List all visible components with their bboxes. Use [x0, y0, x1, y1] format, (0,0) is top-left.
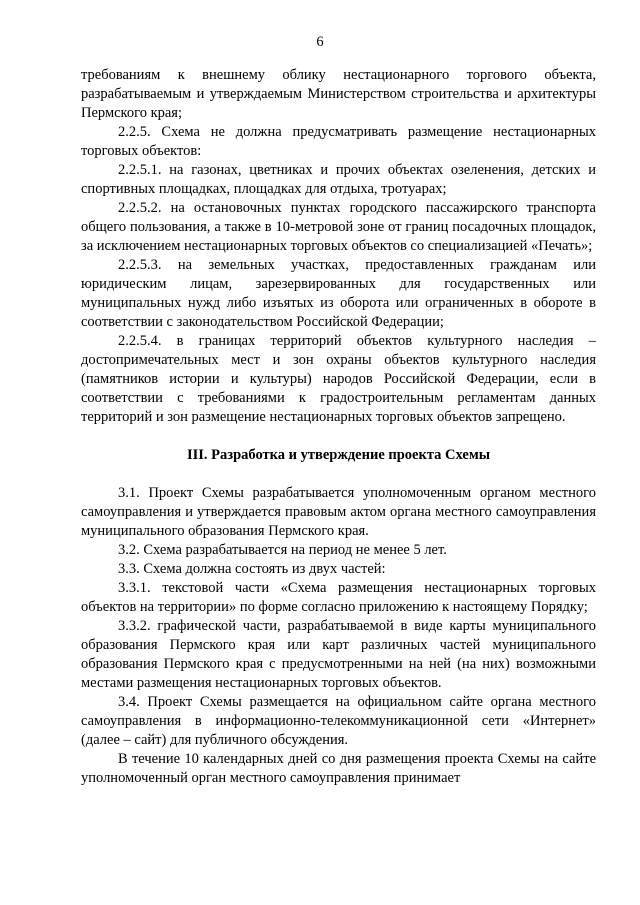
page-number: 6 — [316, 34, 324, 50]
section-heading: III. Разработка и утверждение проекта Схемы — [186, 447, 491, 463]
paragraph: В течение 10 календарных дней со дня размещения проекта Схемы на сайте уполномоченный орган местного самоуправления принимает — [81, 751, 596, 786]
paragraph: 2.2.5.4. в границах территорий объектов культурного наследия – достопримечательных мест и зон охраны объектов культурного наследия (памятников истории и культуры) народов Российской Федерации, если в соответствии с требованиями к градостроительным регламентам данных территорий и зон размещение нестационарных торговых объектов запрещено. — [81, 333, 596, 425]
paragraph: 2.2.5. Схема не должна предусматривать размещение нестационарных торговых объектов: — [81, 124, 596, 159]
paragraph: 3.3. Схема должна состоять из двух частей: — [118, 561, 386, 577]
paragraph: 3.2. Схема разрабатывается на период не менее 5 лет. — [118, 542, 447, 558]
paragraph: 2.2.5.3. на земельных участках, предоставленных гражданам или юридическим лицам, зарезервированных для государственных или муниципальных нужд либо изъятых из оборота или ограниченных в обороте в соответствии с законодательством Российской Федерации; — [81, 257, 596, 330]
paragraph: 3.3.1. текстовой части «Схема размещения нестационарных торговых объектов на территории» по форме согласно приложению к настоящему Порядку; — [81, 580, 596, 615]
paragraph: требованиям к внешнему облику нестационарного торгового объекта, разрабатываемым и утверждаемым Министерством строительства и архитектуры Пермского края; — [81, 67, 596, 121]
paragraph: 3.4. Проект Схемы размещается на официальном сайте органа местного самоуправления в информационно-телекоммуникационной сети «Интернет» (далее – сайт) для публичного обсуждения. — [81, 694, 596, 748]
paragraph: 3.1. Проект Схемы разрабатывается уполномоченным органом местного самоуправления и утверждается правовым актом органа местного самоуправления муниципального образования Пермского края. — [81, 485, 596, 539]
document-body — [81, 66, 596, 788]
paragraph: 2.2.5.2. на остановочных пунктах городского пассажирского транспорта общего пользования, а также в 10-метровой зоне от границ посадочных площадок, за исключением нестационарных торговых объектов со специализацией «Печать»; — [81, 200, 596, 254]
paragraph: 3.3.2. графической части, разрабатываемой в виде карты муниципального образования Пермского края или карт различных частей муниципального образования Пермского края с предусмотренными на ней (на них) возможными местами размещения нестационарных торговых объектов. — [81, 618, 596, 691]
paragraph: 2.2.5.1. на газонах, цветниках и прочих объектах озеленения, детских и спортивных площадках, площадках для отдыха, тротуарах; — [81, 162, 596, 197]
